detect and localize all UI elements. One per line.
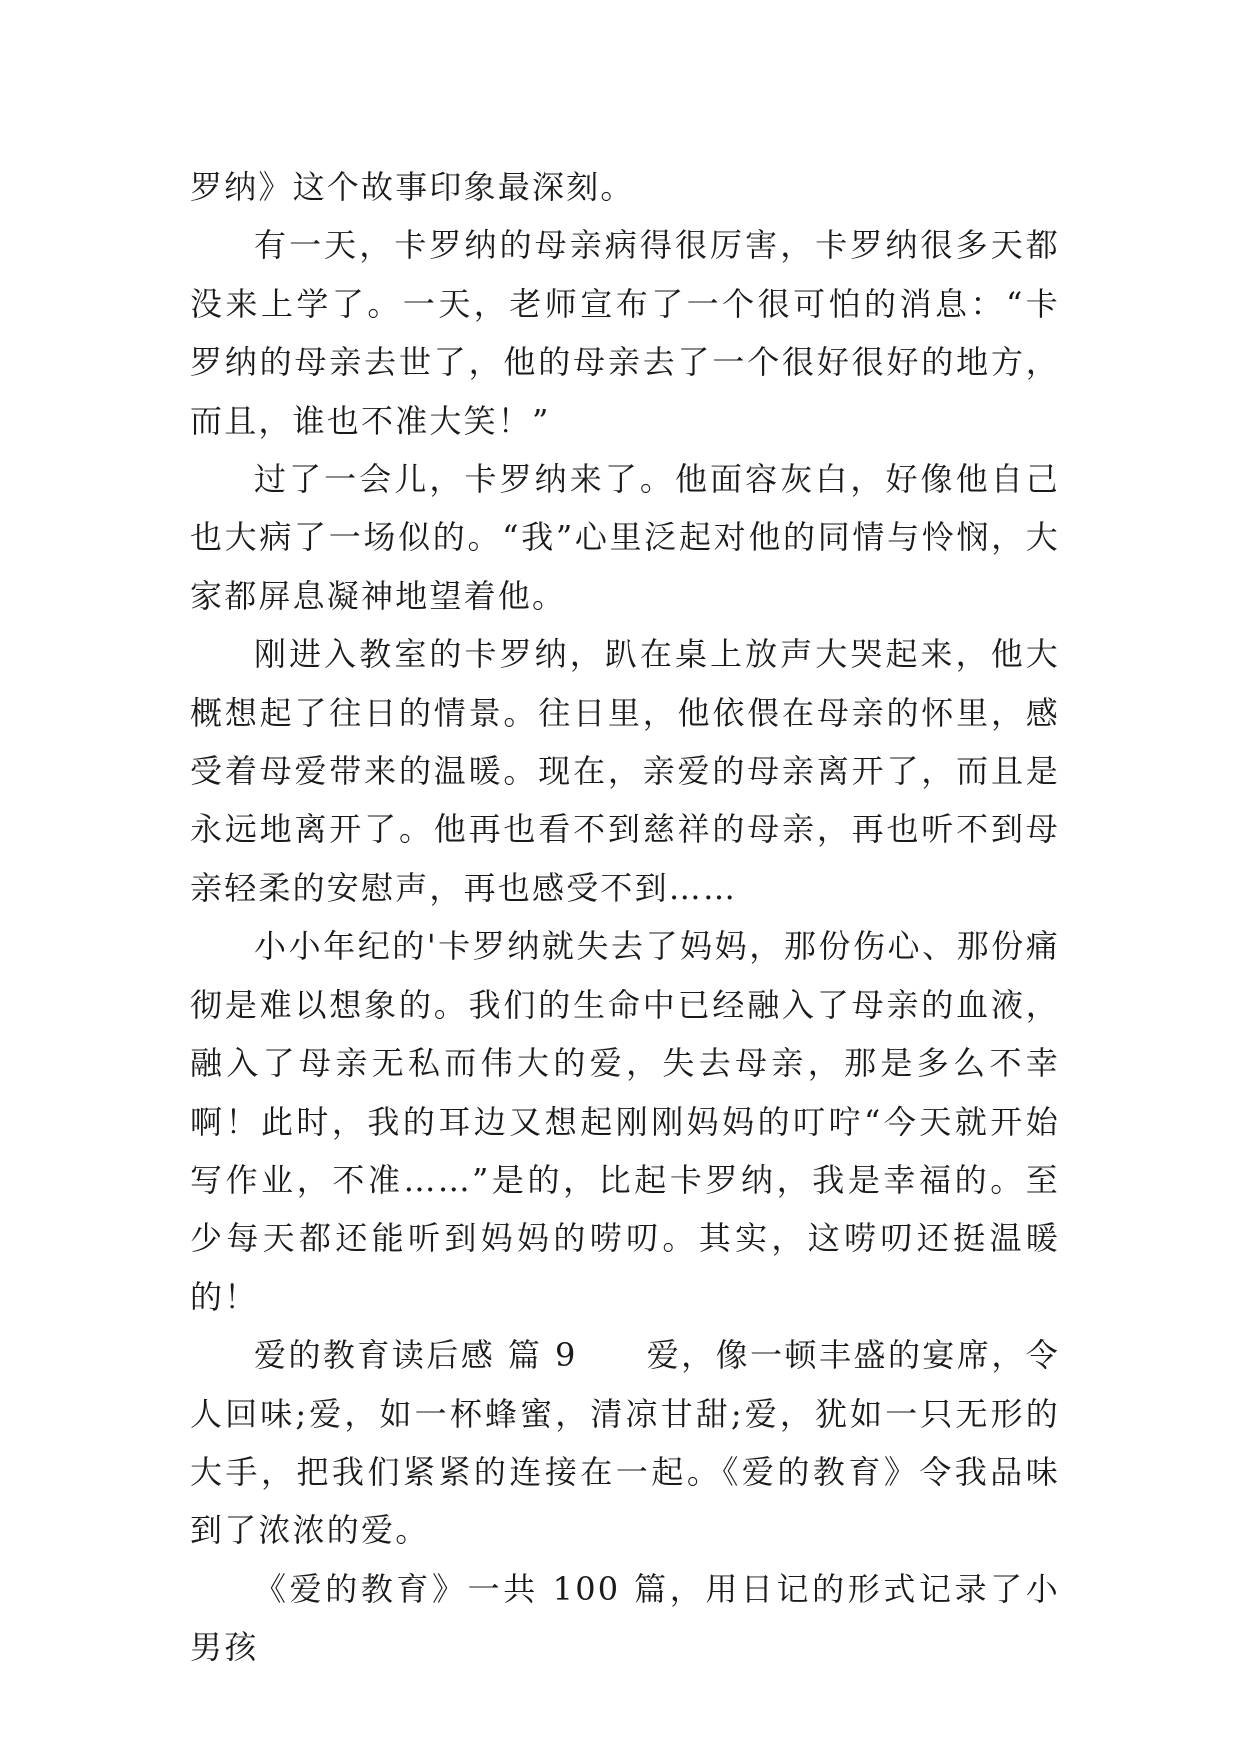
paragraph-6: 爱的教育读后感 篇 9 爱，像一顿丰盛的宴席，令人回味;爱，如一杯蜂蜜，清凉甘甜;爱，犹如一只无形的大手，把我们紧紧的连接在一起。《爱的教育》令我品味到了浓浓的爱。 [190,1336,1060,1550]
paragraph-7: 《爱的教育》一共 100 篇，用日记的形式记录了小男孩 [190,1569,1060,1667]
paragraph-3: 过了一会儿，卡罗纳来了。他面容灰白，好像他自己也大病了一场似的。“我”心里泛起对他的同情与怜悯，大家都屏息凝神地望着他。 [190,460,1060,615]
paragraph-5: 小小年纪的'卡罗纳就失去了妈妈，那份伤心、那份痛彻是难以想象的。我们的生命中已经融入了母亲的血液，融入了母亲无私而伟大的爱，失去母亲，那是多么不幸啊！此时，我的耳边又想起刚刚妈妈的叮咛“今天就开始写作业，不准……”是的，比起卡罗纳，我是幸福的。至少每天都还能听到妈妈的唠叨。其实，这唠叨还挺温暖的！ [190,927,1060,1316]
document-body [190,158,1060,1677]
paragraph-2: 有一天，卡罗纳的母亲病得很厉害，卡罗纳很多天都没来上学了。一天，老师宣布了一个很可怕的消息：“卡罗纳的母亲去世了，他的母亲去了一个很好很好的地方，而且，谁也不准大笑！” [190,226,1060,440]
paragraph-4: 刚进入教室的卡罗纳，趴在桌上放声大哭起来，他大概想起了往日的情景。往日里，他依偎在母亲的怀里，感受着母爱带来的温暖。现在，亲爱的母亲离开了，而且是永远地离开了。他再也看不到慈祥的母亲，再也听不到母亲轻柔的安慰声，再也感受不到…… [190,635,1060,907]
paragraph-1: 罗纳》这个故事印象最深刻。 [190,168,635,206]
